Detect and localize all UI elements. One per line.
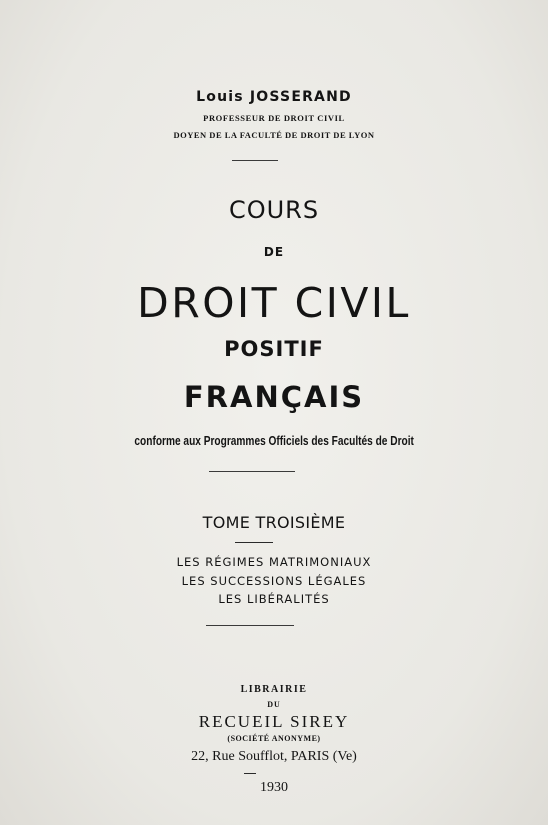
author-title-professor: PROFESSEUR DE DROIT CIVIL — [203, 113, 345, 123]
author-title-dean: DOYEN DE LA FACULTÉ DE DROIT DE LYON — [173, 130, 375, 140]
volume-topic: LES LIBÉRALITÉS — [218, 592, 330, 606]
author-name: Louis JOSSERAND — [196, 89, 352, 105]
publisher-name: RECUEIL SIREY — [198, 712, 350, 731]
title-subtitle — [0, 433, 548, 449]
title-droit-civil: DROIT CIVIL — [137, 279, 411, 327]
publisher-du: DU — [267, 700, 281, 709]
title-de: DE — [263, 245, 285, 259]
divider-rule — [206, 625, 294, 626]
subtitle-text: conforme aux Programmes Officiels des Facultés de Droit — [134, 433, 414, 448]
title-positif: POSITIF — [224, 337, 324, 361]
title-francais: FRANÇAIS — [183, 380, 365, 414]
publication-year: 1930 — [260, 780, 288, 795]
divider-dash — [235, 542, 273, 543]
publisher-address: 22, Rue Soufflot, PARIS (Ve) — [191, 749, 357, 764]
publisher-librairie: LIBRAIRIE — [240, 684, 308, 695]
publisher-note: (SOCIÉTÉ ANONYME) — [227, 734, 321, 743]
title-cours: COURS — [228, 196, 320, 224]
volume-tome: TOME TROISIÈME — [202, 513, 346, 532]
divider-dash — [244, 773, 256, 774]
divider-rule — [209, 471, 295, 472]
divider-rule — [232, 160, 278, 161]
volume-topic: LES SUCCESSIONS LÉGALES — [181, 574, 367, 588]
volume-topic: LES RÉGIMES MATRIMONIAUX — [176, 555, 372, 569]
